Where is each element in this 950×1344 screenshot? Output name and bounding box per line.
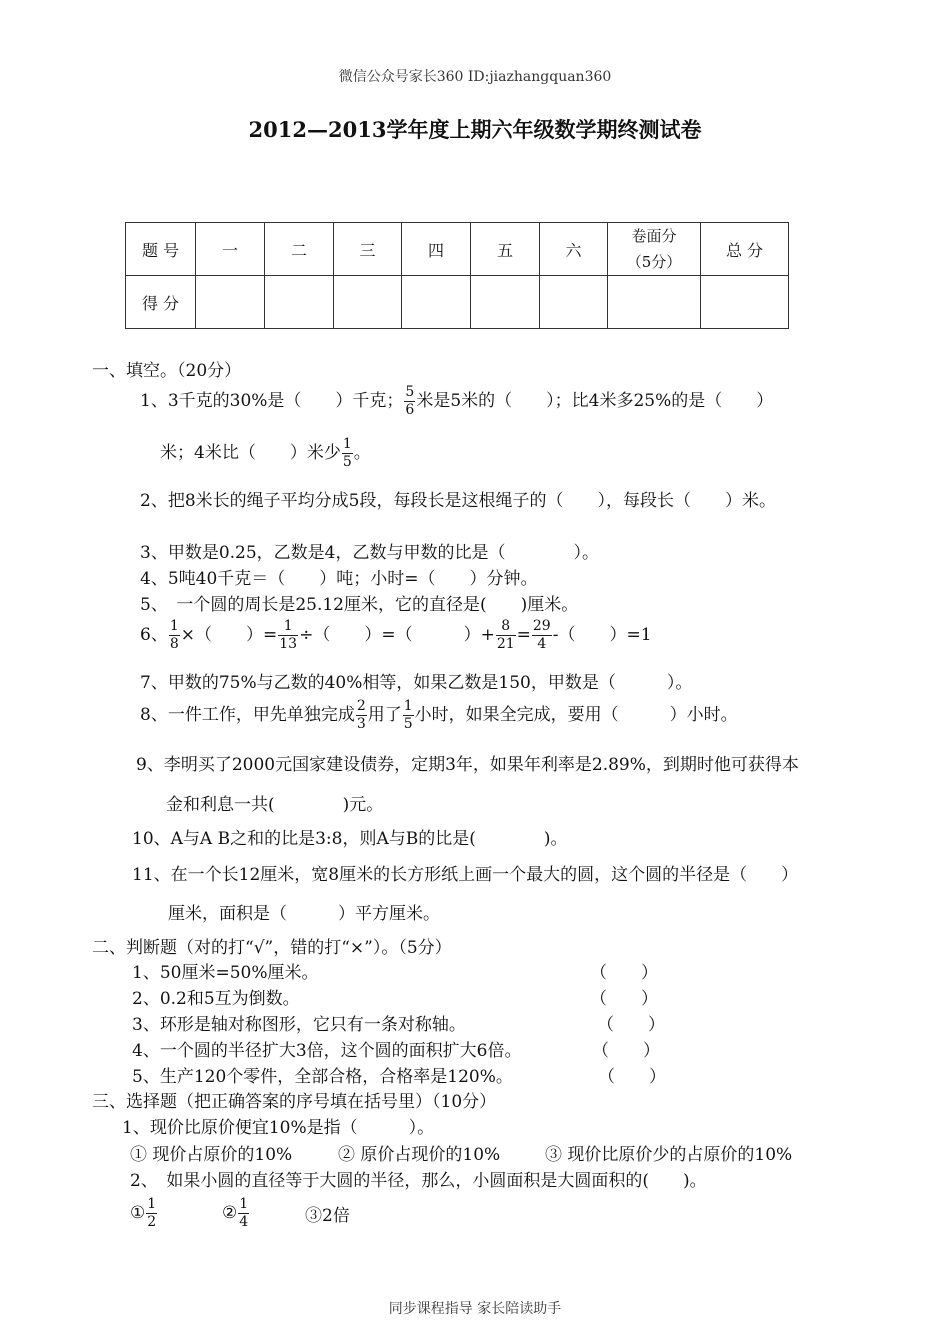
q1-text-c: 米；4米比（ ）米少	[160, 443, 341, 463]
question-3: 3、甲数是0.25，乙数是4，乙数与甲数的比是（ ）。	[140, 543, 599, 563]
question-9-line1: 9、李明买了2000元国家建设债券，定期3年，如果年利率是2.89%，到期时他可获得本	[136, 755, 799, 775]
score-input-cell[interactable]	[540, 276, 608, 329]
score-input-cell[interactable]	[608, 276, 701, 329]
question-6	[140, 618, 652, 653]
judge-bracket[interactable]: （ ）	[597, 1015, 665, 1035]
fraction-denominator: 3	[356, 716, 366, 732]
judge-item: 5、生产120个零件，全部合格，合格率是120%。	[132, 1067, 513, 1087]
fraction-numerator: 1	[169, 618, 179, 634]
q6-mid2: ÷（ ）=（ ）+	[299, 625, 495, 645]
fraction	[403, 698, 414, 733]
fraction-numerator: 1	[403, 698, 413, 714]
choice-option: ③ 现价比原价少的占原价的10%	[545, 1145, 793, 1165]
judge-bracket[interactable]: （ ）	[590, 989, 658, 1009]
choice-option: ③2倍	[305, 1206, 350, 1226]
fraction-denominator: 5	[342, 454, 352, 470]
fraction	[278, 618, 298, 653]
score-input-cell[interactable]	[265, 276, 334, 329]
score-header-cell: 二	[265, 223, 334, 276]
question-5: 5、 一个圆的周长是25.12厘米，它的直径是( )厘米。	[140, 595, 579, 615]
judge-bracket[interactable]: （ ）	[590, 963, 658, 983]
judge-item: 1、50厘米=50%厘米。	[132, 963, 319, 983]
fraction-denominator: 2	[147, 1214, 157, 1230]
q6-eq: =	[516, 625, 531, 645]
section2-title: 二、判断题（对的打“√”，错的打“×”）。（5分）	[92, 938, 452, 958]
paper-score-label: 卷面分	[631, 227, 677, 245]
q8-text-a: 8、一件工作，甲先单独完成	[140, 705, 355, 725]
q1-text-a: 1、3千克的30%是（ ）千克；	[140, 391, 404, 411]
section1-title: 一、填空。（20分）	[92, 361, 242, 381]
fraction-numerator: 29	[532, 618, 551, 634]
fraction-numerator: 1	[239, 1196, 249, 1212]
choice-option	[222, 1196, 250, 1231]
judge-bracket[interactable]: （ ）	[592, 1041, 660, 1061]
question-2: 2、把8米长的绳子平均分成5段，每段长是这根绳子的（ ），每段长（ ）米。	[140, 491, 776, 511]
fraction	[404, 384, 415, 419]
choice-question-1: 1、现价比原价便宜10%是指（ ）。	[122, 1118, 435, 1138]
judge-bracket[interactable]: （ ）	[598, 1067, 666, 1087]
judge-item: 2、0.2和5互为倒数。	[132, 989, 300, 1009]
score-header-cell: 题 号	[126, 223, 196, 276]
choice-question-2: 2、 如果小圆的直径等于大圆的半径，那么，小圆面积是大圆面积的( )。	[130, 1171, 707, 1191]
fraction-denominator: 5	[403, 716, 413, 732]
option-marker: ②	[222, 1203, 238, 1223]
question-7: 7、甲数的75%与乙数的40%相等，如果乙数是150，甲数是（ ）。	[140, 673, 693, 693]
fraction	[356, 698, 367, 733]
score-header-cell: 四	[402, 223, 471, 276]
score-header-cell: 六	[540, 223, 608, 276]
fraction-numerator: 1	[147, 1196, 157, 1212]
q1-text-b: 米是5米的（ ）；比4米多25%的是（ ）	[416, 391, 774, 411]
paper-score-points: （5分）	[626, 253, 682, 271]
fraction-denominator: 4	[537, 636, 547, 652]
choice-option: ② 原价占现价的10%	[338, 1145, 501, 1165]
fraction-numerator: 1	[342, 436, 352, 452]
question-4: 4、5吨40千克＝（ ）吨；小时=（ ）分钟。	[140, 569, 538, 589]
q6-mid1: ×（ ）=	[180, 625, 278, 645]
fraction	[146, 1196, 157, 1231]
score-row-label: 得 分	[126, 276, 196, 329]
page-title: 2012—2013学年度上期六年级数学期终测试卷	[248, 117, 702, 142]
fraction-numerator: 1	[278, 618, 298, 636]
question-11-line2: 厘米，面积是（ ）平方厘米。	[168, 904, 440, 924]
judge-item: 4、一个圆的半径扩大3倍，这个圆的面积扩大6倍。	[132, 1041, 522, 1061]
score-input-cell[interactable]	[471, 276, 540, 329]
option-marker: ①	[130, 1203, 146, 1223]
choice-option: ① 现价占原价的10%	[130, 1145, 293, 1165]
fraction-numerator: 5	[405, 384, 415, 400]
score-input-cell[interactable]	[196, 276, 265, 329]
fraction-denominator: 21	[496, 636, 515, 652]
footer-note: 同步课程指导 家长陪读助手	[388, 1301, 562, 1317]
score-input-cell[interactable]	[334, 276, 402, 329]
q6-prefix: 6、	[140, 625, 168, 645]
question-1-line1	[140, 384, 773, 419]
section3-title: 三、选择题（把正确答案的序号填在括号里）（10分）	[92, 1092, 497, 1112]
fraction	[169, 618, 180, 653]
question-1-line2	[160, 436, 371, 471]
fraction	[238, 1196, 249, 1231]
header-note: 微信公众号家长360 ID:jiazhangquan360	[338, 69, 612, 85]
score-header-cell: 一	[196, 223, 265, 276]
score-input-cell[interactable]	[701, 276, 789, 329]
q6-end: -（ ）=1	[552, 625, 652, 645]
question-8	[140, 698, 738, 733]
question-9-line2: 金和利息一共( )元。	[166, 795, 384, 815]
score-header-cell: 五	[471, 223, 540, 276]
judge-item: 3、环形是轴对称图形，它只有一条对称轴。	[132, 1015, 466, 1035]
fraction-denominator: 13	[279, 636, 298, 652]
score-header-cell: 总 分	[701, 223, 789, 276]
score-table-score-row	[126, 276, 789, 329]
q8-text-b: 用了	[367, 705, 402, 725]
q8-text-c: 小时，如果全完成，要用（ ）小时。	[414, 705, 738, 725]
fraction-denominator: 4	[239, 1214, 249, 1230]
fraction-numerator: 2	[356, 698, 366, 714]
fraction	[342, 436, 353, 471]
fraction-denominator: 8	[169, 636, 179, 652]
score-table-header-row	[126, 223, 789, 276]
q1-text-d: 。	[353, 443, 371, 463]
score-header-cell: 三	[334, 223, 402, 276]
choice-option	[130, 1196, 158, 1231]
score-table	[125, 222, 789, 329]
score-input-cell[interactable]	[402, 276, 471, 329]
fraction-denominator: 6	[405, 402, 415, 418]
question-11-line1: 11、在一个长12厘米，宽8厘米的长方形纸上画一个最大的圆，这个圆的半径是（ ）	[132, 865, 799, 885]
fraction-numerator: 8	[496, 618, 516, 636]
question-10: 10、A与A B之和的比是3:8，则A与B的比是( )。	[132, 829, 568, 849]
fraction	[496, 618, 516, 653]
fraction	[532, 618, 552, 653]
score-header-cell-paper	[608, 223, 701, 276]
